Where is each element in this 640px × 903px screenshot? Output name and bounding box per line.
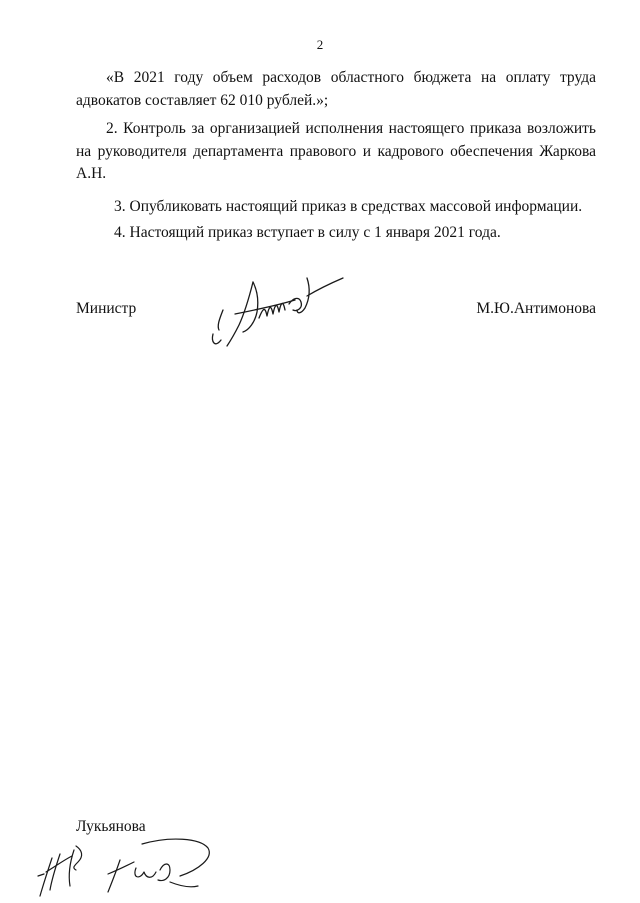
page-number: 2 xyxy=(316,37,324,52)
minister-signature xyxy=(205,270,355,355)
paragraph-4: 4. Настоящий приказ вступает в силу с 1 января 2021 года. xyxy=(114,224,501,241)
paragraph-2: 2. Контроль за организацией исполнения настоящего приказа возложить на руководителя департамента правового и кадрового обеспечения Жаркова А.Н. xyxy=(76,120,596,182)
paragraph-3-container xyxy=(76,196,596,219)
paragraph-1: «В 2021 году объем расходов областного бюджета на оплату труда адвокатов составляет 62 010 рублей.»; xyxy=(76,69,596,109)
paragraph-1-container xyxy=(76,67,596,112)
position-title: Министр xyxy=(76,300,137,317)
paragraph-3: 3. Опубликовать настоящий приказ в средствах массовой информации. xyxy=(114,198,583,215)
paragraph-4-container xyxy=(76,222,596,245)
approval-name: Лукьянова xyxy=(76,818,146,835)
approval-signature xyxy=(30,826,220,903)
paragraph-2-container xyxy=(76,118,596,186)
signer-name: М.Ю.Антимонова xyxy=(476,300,596,317)
